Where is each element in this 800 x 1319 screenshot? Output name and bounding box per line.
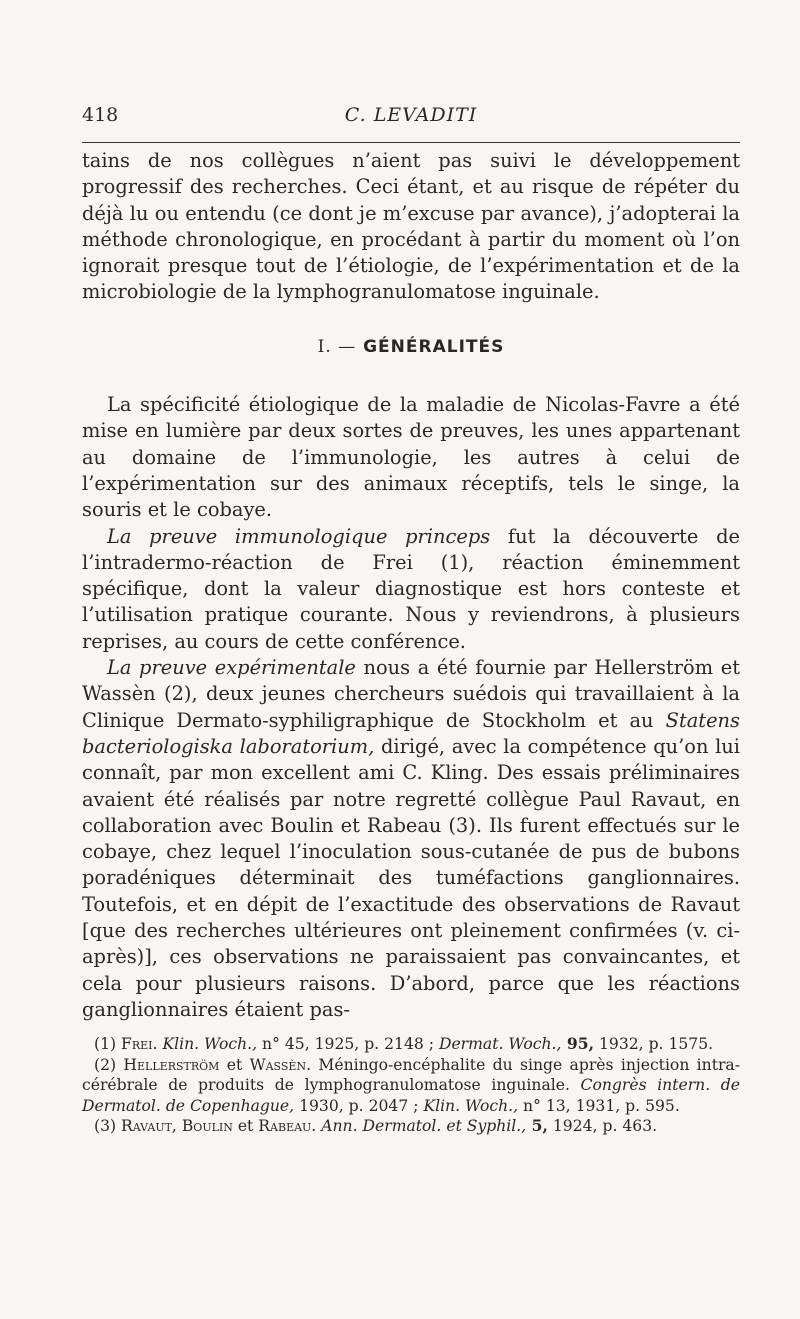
footnote-3-author-2: Rabeau. [258,1117,317,1136]
footnote-2-journal-1: Congrès intern. de Dermatol. de Copenhague, [82,1076,741,1115]
paragraph-4-text-a: nous a été fournie par Hellerström et Wassèn (2), deux jeunes chercheurs suédois qui travaillaient à la Clinique Dermato-syphiligraphique de Stockholm et au [82,656,740,732]
footnote-3-number: (3) [94,1117,122,1136]
paragraph-4-emphasis-2: Statens bacteriologiska laboratorium, [82,708,740,758]
footnote-3-text-b: 1924, p. 463. [547,1117,658,1136]
footnote-3-author: Ravaut, Boulin [121,1117,233,1136]
footnote-1-text-b: n° 45, 1925, p. 2148 ; [257,1035,439,1053]
footnote-3-et: et [232,1117,259,1136]
footnote-1-text-c: 1932, p. 1575. [594,1035,714,1053]
footnotes [82,1034,740,1137]
footnote-3-journal-1: Ann. Dermatol. et Syphil., [321,1117,527,1136]
footnote-1-number: (1) [94,1035,122,1053]
footnote-2-title: Méningo-encéphalite du singe après injection intra-cérébrale de produits de lymphogranulomatose inguinale. [82,1055,740,1095]
paragraph-2: La spécificité étiologique de la maladie de Nicolas-Favre a été mise en lumière par deux sortes de preuves, les unes appartenant au domaine de l’immunologie, les autres à celui de l’expérimentation sur des animaux réceptifs, tels le singe, la souris et le cobaye. [82,393,740,522]
section-number: I. — [317,336,357,357]
paragraph-3 [82,524,740,655]
footnote-2-journal-2: Klin. Woch., [423,1096,519,1115]
page-header [82,100,740,136]
paragraph-4 [82,655,740,1023]
footnote-3 [82,1116,740,1137]
paragraph-3-emphasis: La preuve immunologique princeps [107,524,491,548]
footnote-2-text-b: 1930, p. 2047 ; [294,1096,424,1115]
header-rule [82,142,740,143]
footnote-2 [82,1055,740,1117]
footnote-1-journal-2: Dermat. Woch., [438,1035,562,1053]
section-heading [82,334,740,360]
page-number: 418 [82,104,119,126]
paragraph-4-text-b: dirigé, avec la compétence qu’on lui connaît, par mon excellent ami C. Kling. Des essais préliminaires avaient été réalisés par notre regretté collègue Paul Ravaut, en collaboration avec Boulin et Rabeau (3). Ils furent effectués sur le cobaye, chez lequel l’inoculation sous-cutanée de pus de bubons poradéniques déterminait des tuméfactions ganglionnaires. Toutefois, et en dépit de l’exactitude des observations de Ravaut [que des recherches ultérieures ont pleinement confirmées (v. ci-après)], ces observations ne paraissaient pas convaincantes, et cela pour plusieurs raisons. D’abord, parce que les réactions ganglionnaires étaient pas- [82,734,740,1021]
footnote-2-number: (2) [94,1055,124,1074]
section-title-text: GÉNÉRALITÉS [363,336,505,357]
footnote-2-et: et [219,1055,250,1074]
main-text [82,148,740,1023]
paragraph-3-text: fut la découverte de l’intradermo-réaction de Frei (1), réaction éminemment spécifique, dont la valeur diagnostique est hors conteste et l’utilisation pratique courante. Nous y reviendrons, à plusieurs reprises, au cours de cette conférence. [82,524,741,653]
footnote-1-journal-1: Klin. Woch., [162,1035,258,1053]
paragraph-1: tains de nos collègues n’aient pas suivi le développement progressif des recherches. Ceci étant, et au risque de répéter du déjà lu ou entendu (ce dont je m’excuse par avance), j’adopterai la méthode chronologique, en procédant à partir du moment où l’on ignorait presque tout de l’étiologie, de l’expérimentation et de la microbiologie de la lymphogranulomatose inguinale. [82,149,740,304]
footnote-2-author-2: Wassèn. [249,1055,312,1074]
footnote-1-volume: 95, [561,1034,595,1053]
footnote-3-volume: 5, [526,1116,548,1136]
footnote-2-author: Hellerström [123,1055,220,1074]
running-head: C. LEVADITI [344,104,478,126]
footnote-1 [82,1034,740,1055]
paragraph-4-emphasis: La preuve expérimentale [107,656,356,680]
footnote-2-text-c: n° 13, 1931, p. 595. [518,1096,680,1115]
footnote-1-author: Frei. [121,1035,158,1053]
